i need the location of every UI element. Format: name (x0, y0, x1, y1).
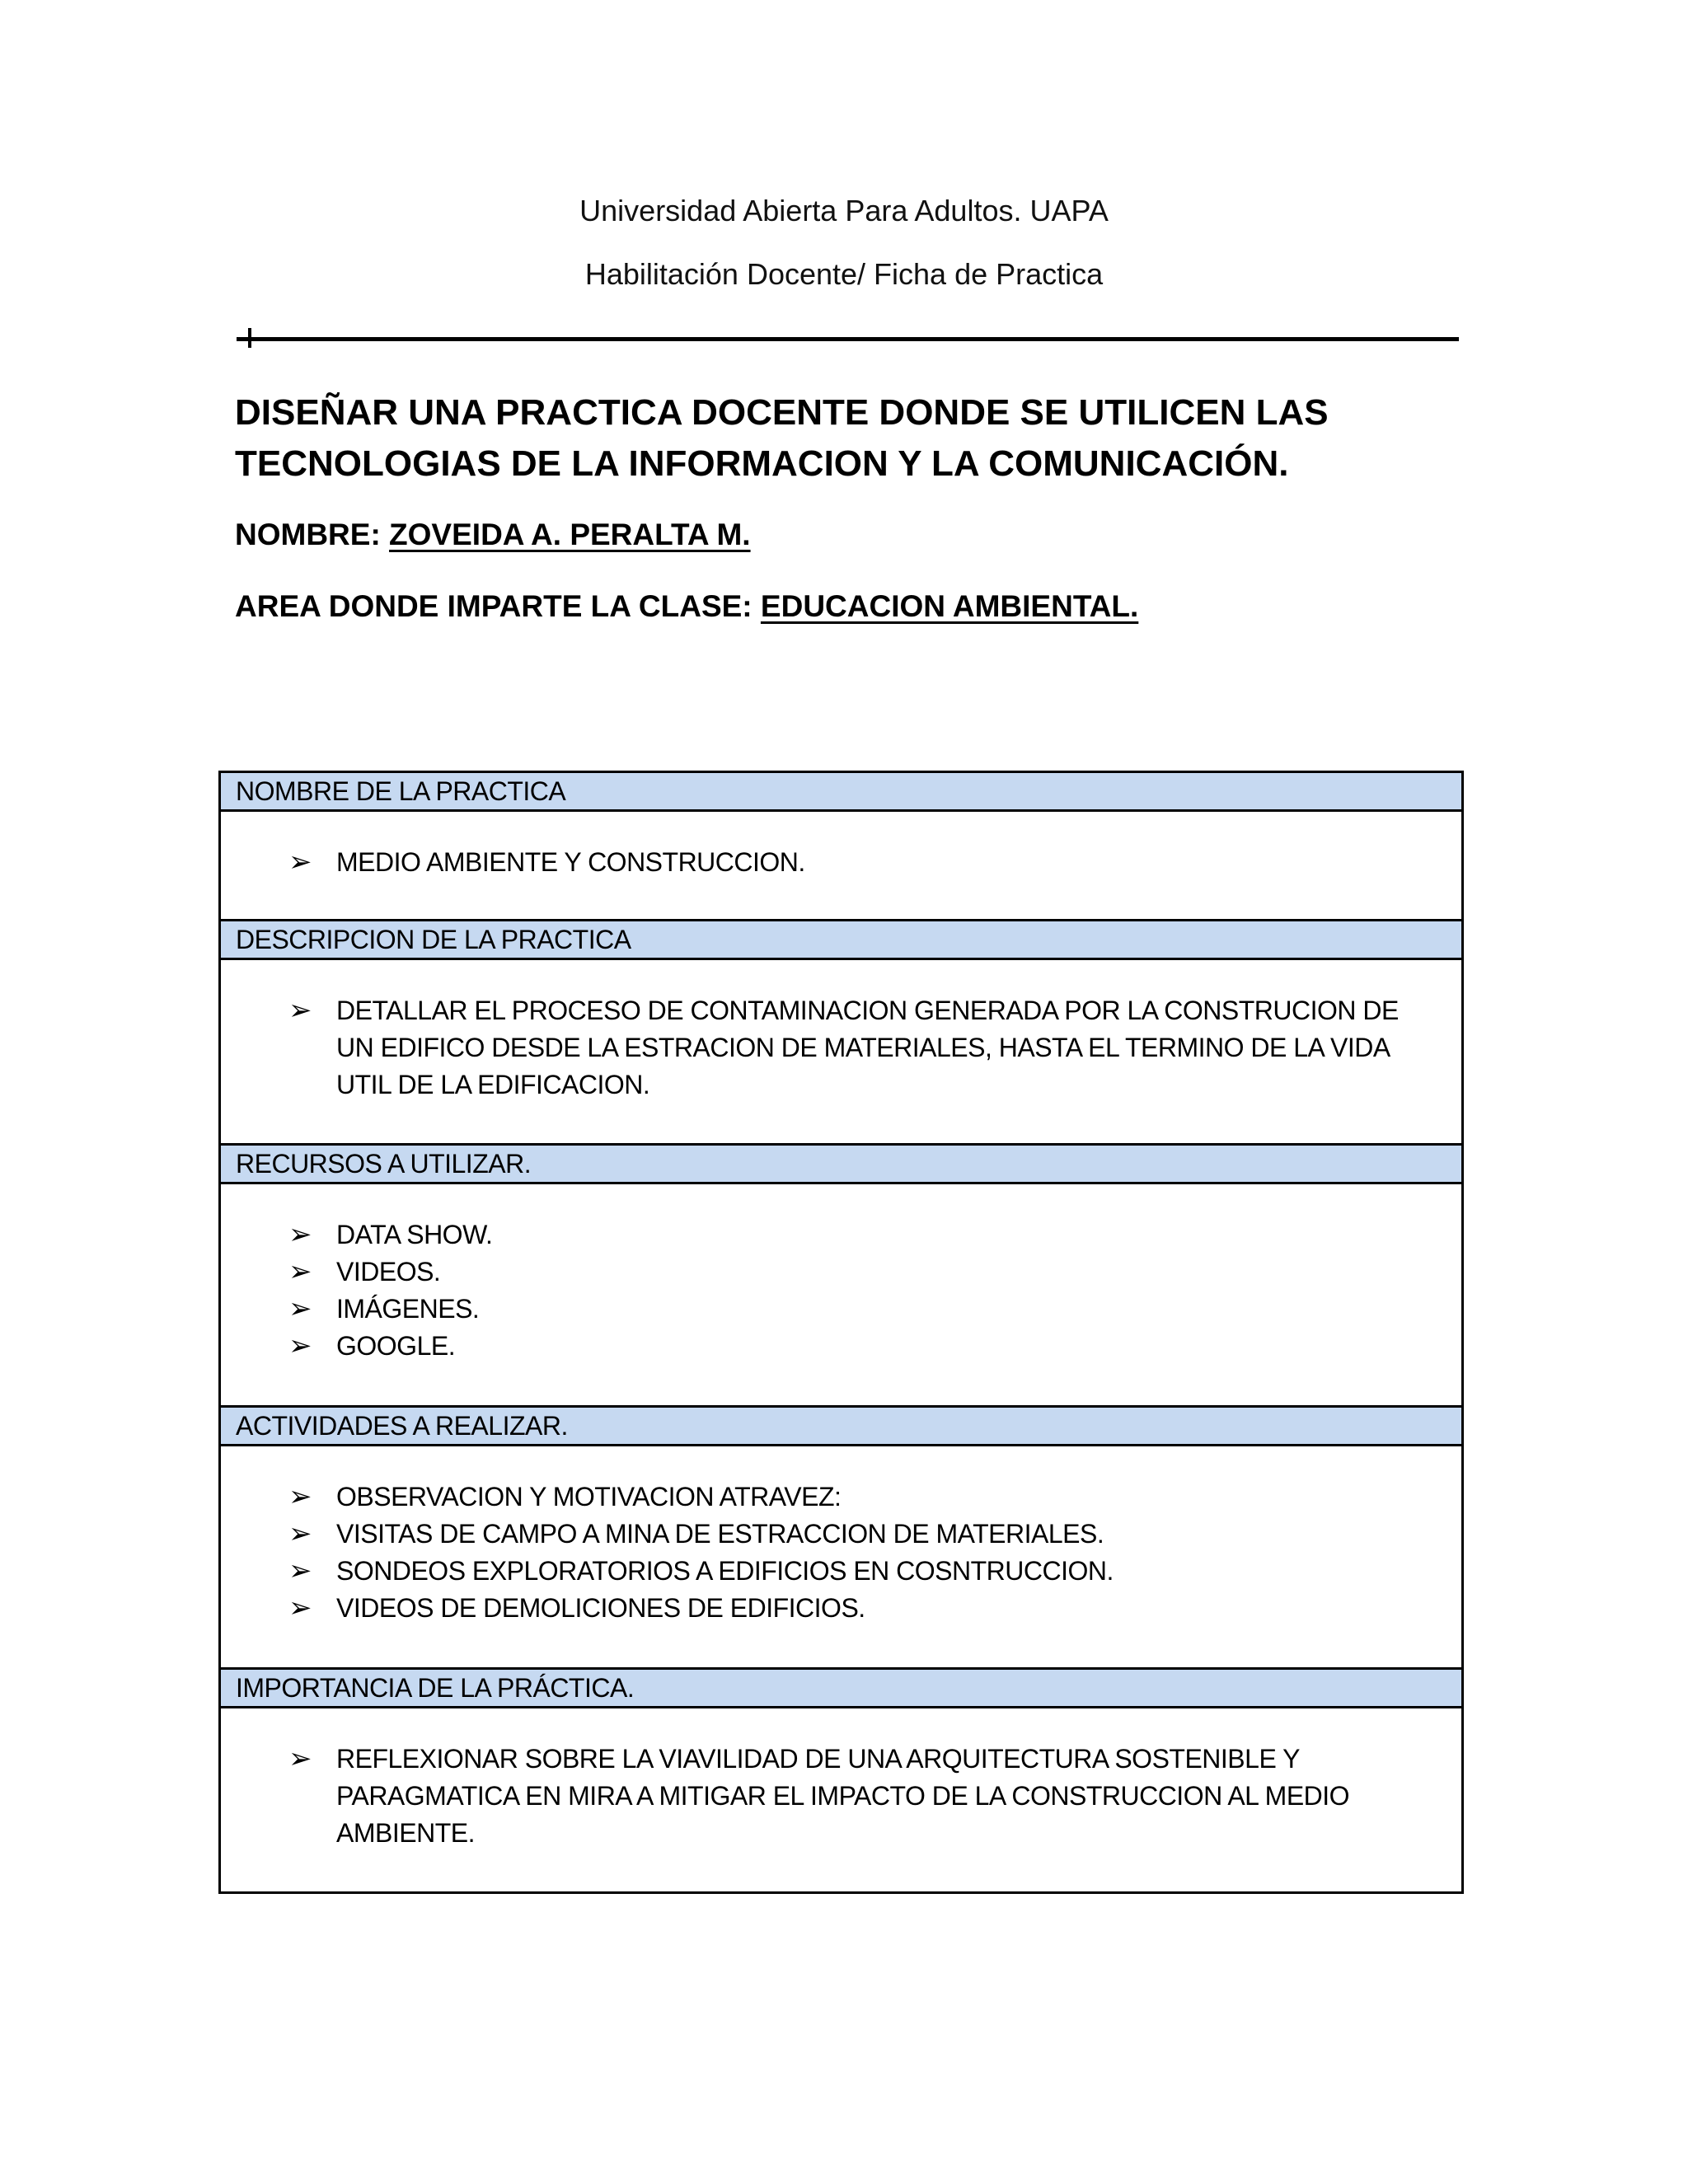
list-item: ➢ IMÁGENES. (221, 1291, 1461, 1328)
list-item: ➢ SONDEOS EXPLORATORIOS A EDIFICIOS EN COSNTRUCCION. (221, 1553, 1461, 1590)
section-header-nombre-practica: NOMBRE DE LA PRACTICA (220, 772, 1463, 811)
header-divider (237, 337, 1459, 341)
arrowhead-bullet-icon: ➢ (288, 1518, 312, 1549)
arrowhead-bullet-icon: ➢ (288, 846, 312, 878)
list-item: ➢ VISITAS DE CAMPO A MINA DE ESTRACCION DE MATERIALES. (221, 1516, 1461, 1553)
list-item: ➢ DATA SHOW. (221, 1216, 1461, 1254)
page-title: DISEÑAR UNA PRACTICA DOCENTE DONDE SE UTILICEN LAS TECNOLOGIAS DE LA INFORMACION Y LA COMUNICACIÓN. (235, 392, 1329, 484)
list-item: ➢ VIDEOS. (221, 1254, 1461, 1291)
student-name-value: ZOVEIDA A. PERALTA M. (389, 518, 751, 551)
class-area-label: AREA DONDE IMPARTE LA CLASE: (235, 589, 761, 623)
list-item: ➢ OBSERVACION Y MOTIVACION ATRAVEZ: (221, 1479, 1461, 1516)
section-header-descripcion: DESCRIPCION DE LA PRACTICA (220, 921, 1463, 959)
divider-tick-mark (248, 328, 251, 348)
list-item: ➢ DETALLAR EL PROCESO DE CONTAMINACION GENERADA POR LA CONSTRUCION DE UN EDIFICO DESDE LA ESTRACION DE MATERIALES, HASTA EL TERMINO DE LA VIDA UTIL DE LA EDIFICACION. (221, 992, 1461, 1104)
practice-form-table (218, 771, 1464, 1894)
section-header-importancia: IMPORTANCIA DE LA PRÁCTICA. (220, 1669, 1463, 1708)
student-name-label: NOMBRE: (235, 518, 390, 551)
section-body-nombre-practica (220, 811, 1463, 921)
section-header-recursos: RECURSOS A UTILIZAR. (220, 1145, 1463, 1183)
arrowhead-bullet-icon: ➢ (288, 1481, 312, 1512)
list-item: ➢ GOOGLE. (221, 1328, 1461, 1365)
list-item: ➢ VIDEOS DE DEMOLICIONES DE EDIFICIOS. (221, 1590, 1461, 1627)
section-body-recursos (220, 1183, 1463, 1407)
section-body-descripcion (220, 959, 1463, 1145)
arrowhead-bullet-icon: ➢ (288, 1555, 312, 1586)
document-subtitle: Habilitación Docente/ Ficha de Practica (584, 257, 1104, 291)
class-area-line (235, 589, 1138, 624)
student-name-line (235, 518, 751, 552)
arrowhead-bullet-icon: ➢ (288, 1256, 312, 1287)
arrowhead-bullet-icon: ➢ (288, 1219, 312, 1250)
arrowhead-bullet-icon: ➢ (288, 1293, 312, 1324)
section-body-actividades (220, 1446, 1463, 1669)
arrowhead-bullet-icon: ➢ (288, 1330, 312, 1361)
arrowhead-bullet-icon: ➢ (288, 995, 312, 1026)
university-header: Universidad Abierta Para Adultos. UAPA (579, 194, 1109, 227)
arrowhead-bullet-icon: ➢ (288, 1592, 312, 1624)
section-header-actividades: ACTIVIDADES A REALIZAR. (220, 1407, 1463, 1446)
section-body-importancia (220, 1708, 1463, 1893)
arrowhead-bullet-icon: ➢ (288, 1743, 312, 1774)
list-item: ➢ MEDIO AMBIENTE Y CONSTRUCCION. (221, 844, 1461, 881)
list-item: ➢ REFLEXIONAR SOBRE LA VIAVILIDAD DE UNA ARQUITECTURA SOSTENIBLE Y PARAGMATICA EN MIRA A MITIGAR EL IMPACTO DE LA CONSTRUCCION AL MEDIO AMBIENTE. (221, 1741, 1461, 1852)
class-area-value: EDUCACION AMBIENTAL. (760, 589, 1139, 623)
